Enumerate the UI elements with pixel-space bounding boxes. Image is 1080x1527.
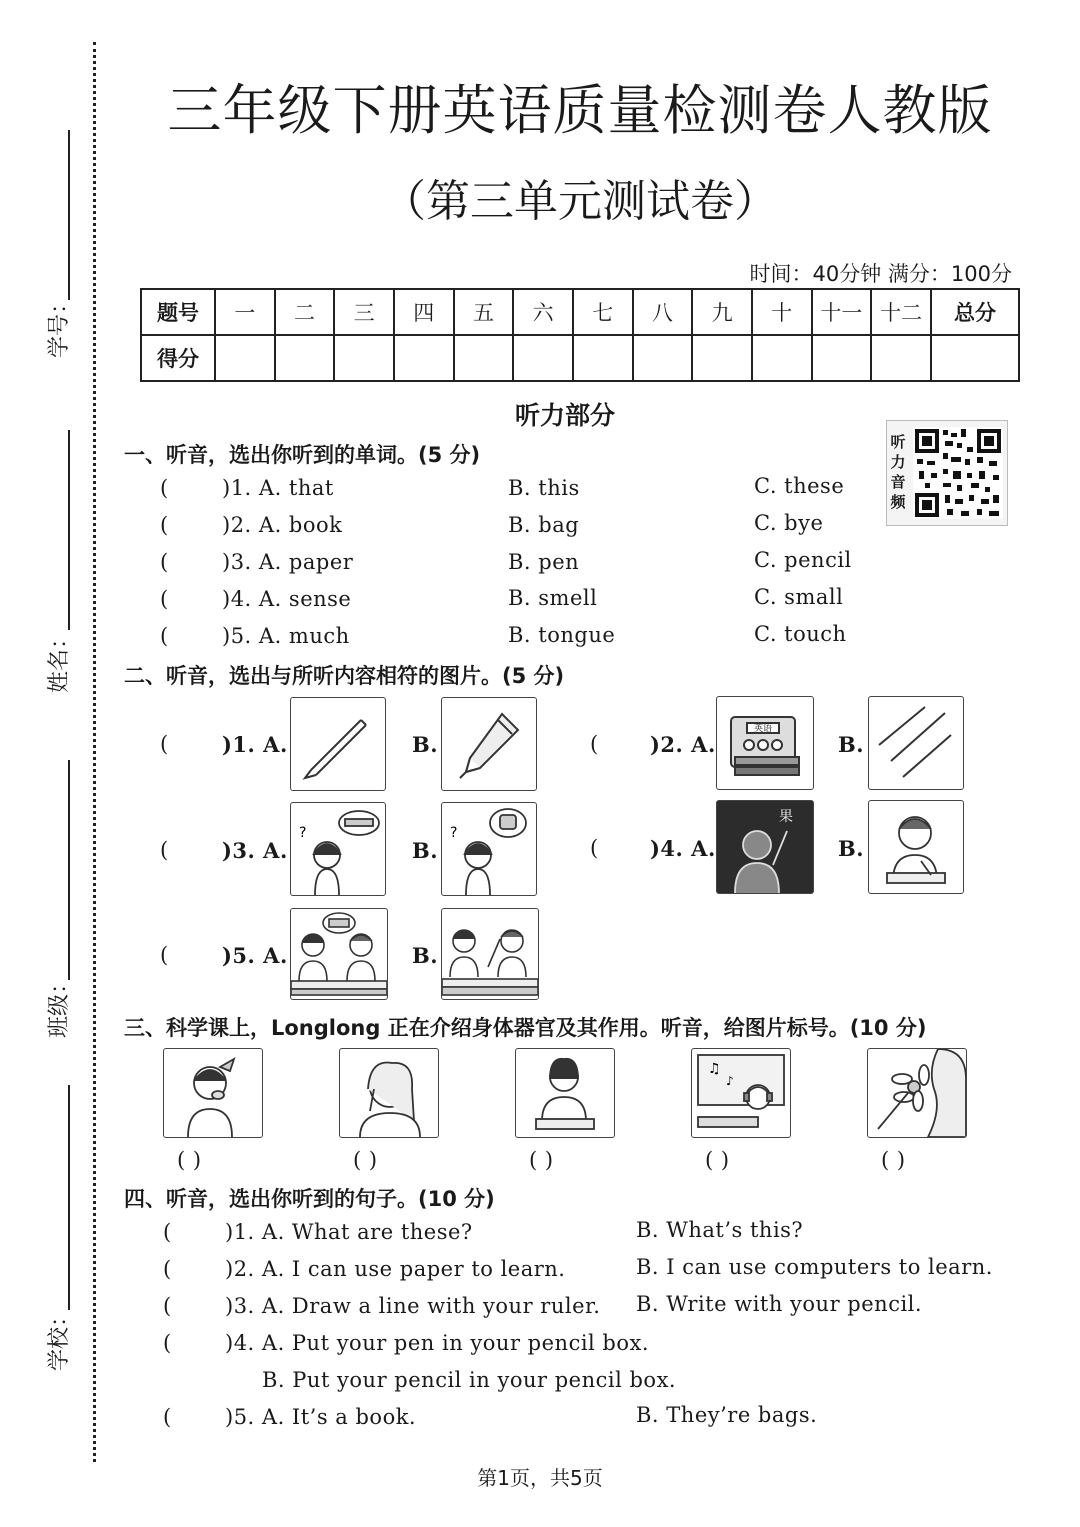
time-info: 时间：40分钟 满分：100分 xyxy=(749,262,1012,286)
s1-q3: )3. A. paper xyxy=(222,550,354,574)
s2-q2: )2. A. xyxy=(650,732,716,757)
score-cell[interactable] xyxy=(752,335,812,381)
s2-q1: )1. A. xyxy=(222,732,288,757)
table-header-cell: 十一 xyxy=(812,289,872,335)
s2-q4: )4. A. xyxy=(650,836,716,861)
section4-title: 四、听音，选出你听到的句子。(10 分) xyxy=(124,1187,495,1211)
s2-q2-a-books-image[interactable] xyxy=(716,696,814,790)
s3-answer-2[interactable]: ( ) xyxy=(353,1148,378,1172)
part-title: 听力部分 xyxy=(514,401,615,430)
s3-woman-ear-image[interactable] xyxy=(339,1048,439,1138)
score-cell[interactable] xyxy=(871,335,931,381)
table-header-cell: 二 xyxy=(275,289,335,335)
score-cell[interactable] xyxy=(275,335,335,381)
table-header-cell: 五 xyxy=(454,289,514,335)
s2-q3-b-label: B. xyxy=(412,838,439,863)
score-cell[interactable] xyxy=(931,335,1019,381)
s2-q1-b-label: B. xyxy=(412,732,439,757)
answer-bracket[interactable]: ( xyxy=(160,838,169,862)
student-id-line xyxy=(68,130,70,300)
svg-text:♪: ♪ xyxy=(726,1074,734,1088)
s1-q2: )2. A. book xyxy=(222,513,343,537)
score-table xyxy=(140,288,1020,382)
score-cell[interactable] xyxy=(454,335,514,381)
s2-q4-b-boy-writing-image[interactable] xyxy=(868,800,964,894)
s2-q1-b-pen-image[interactable] xyxy=(441,697,537,791)
table-row-label: 得分 xyxy=(141,335,215,381)
s4-q4-b: B. Put your pencil in your pencil box. xyxy=(262,1368,677,1392)
table-row xyxy=(141,289,1019,335)
s4-q2-b: B. I can use computers to learn. xyxy=(636,1255,993,1279)
s1-q3-b: B. pen xyxy=(508,550,580,574)
answer-bracket[interactable]: ( xyxy=(160,624,169,648)
score-cell[interactable] xyxy=(633,335,693,381)
class-label: 班级： xyxy=(47,971,72,1038)
s4-q5-a: )5. A. It’s a book. xyxy=(225,1405,417,1429)
s1-q2-b: B. bag xyxy=(508,513,580,537)
s1-q1: )1. A. that xyxy=(222,476,334,500)
cut-line xyxy=(93,42,96,1462)
s2-q1-a-pencil-image[interactable] xyxy=(290,697,386,791)
s1-q2-c: C. bye xyxy=(754,511,824,535)
s2-q5-b-kids-image[interactable] xyxy=(441,908,539,1000)
s3-answer-1[interactable]: ( ) xyxy=(177,1148,202,1172)
answer-bracket[interactable]: ( xyxy=(163,1220,172,1244)
s1-q1-b: B. this xyxy=(508,476,580,500)
s1-q1-c: C. these xyxy=(754,474,845,498)
s1-q5-c: C. touch xyxy=(754,622,847,646)
name-line xyxy=(68,430,70,630)
answer-bracket[interactable]: ( xyxy=(163,1294,172,1318)
answer-bracket[interactable]: ( xyxy=(590,836,599,860)
s3-girl-reading-image[interactable] xyxy=(515,1048,615,1138)
class-line xyxy=(68,760,70,980)
s4-q3-b: B. Write with your pencil. xyxy=(636,1292,923,1316)
table-header-cell: 十二 xyxy=(871,289,931,335)
answer-bracket[interactable]: ( xyxy=(160,513,169,537)
s2-q5-a-kids-image[interactable] xyxy=(290,908,388,1000)
school-label: 学校： xyxy=(47,1304,72,1371)
table-header-cell: 六 xyxy=(513,289,573,335)
s2-q4-b-label: B. xyxy=(838,836,865,861)
section2-title: 二、听音，选出与所听内容相符的图片。(5 分) xyxy=(124,664,565,688)
s3-smell-flower-image[interactable] xyxy=(867,1048,967,1138)
s1-q5-b: B. tongue xyxy=(508,623,616,647)
table-header-cell: 九 xyxy=(692,289,752,335)
svg-text:♫: ♫ xyxy=(708,1061,721,1077)
s1-q4-c: C. small xyxy=(754,585,844,609)
s2-q5-b-label: B. xyxy=(412,943,439,968)
s2-q2-b-pencils-image[interactable] xyxy=(868,696,964,790)
s1-q4-b: B. smell xyxy=(508,586,598,610)
svg-text:?: ? xyxy=(299,825,307,841)
s2-q4-a-blackboard-image[interactable] xyxy=(716,800,814,894)
table-row xyxy=(141,335,1019,381)
score-cell[interactable] xyxy=(215,335,275,381)
score-cell[interactable] xyxy=(334,335,394,381)
student-id-label: 学号： xyxy=(47,291,72,358)
s4-q1-a: )1. A. What are these? xyxy=(225,1220,473,1244)
table-header-cell: 十 xyxy=(752,289,812,335)
answer-bracket[interactable]: ( xyxy=(163,1405,172,1429)
table-header-cell: 三 xyxy=(334,289,394,335)
s2-q3-b-girl-bag-image[interactable] xyxy=(441,802,537,896)
s1-q3-c: C. pencil xyxy=(754,548,852,572)
s2-q3-a-girl-ruler-image[interactable] xyxy=(290,802,386,896)
s2-q5: )5. A. xyxy=(222,943,288,968)
s4-q4-a: )4. A. Put your pen in your pencil box. xyxy=(225,1331,650,1355)
svg-text:?: ? xyxy=(450,825,458,841)
s1-q5: )5. A. much xyxy=(222,624,350,648)
book-label: 英语 xyxy=(753,724,773,734)
s2-q3: )3. A. xyxy=(222,838,288,863)
page-title: 三年级下册英语质量检测卷人教版 xyxy=(167,79,993,142)
s3-girl-eating-image[interactable] xyxy=(163,1048,263,1138)
page-subtitle: （第三单元测试卷） xyxy=(382,176,778,227)
s4-q5-b: B. They’re bags. xyxy=(636,1403,818,1427)
board-char: 果 xyxy=(779,809,793,825)
answer-bracket[interactable]: ( xyxy=(163,1331,172,1355)
table-header-cell: 一 xyxy=(215,289,275,335)
section1-title: 一、听音，选出你听到的单词。(5 分) xyxy=(124,443,481,467)
school-line xyxy=(68,1085,70,1310)
table-header-cell: 七 xyxy=(573,289,633,335)
score-cell[interactable] xyxy=(394,335,454,381)
table-header-cell: 总分 xyxy=(931,289,1019,335)
table-header-cell: 四 xyxy=(394,289,454,335)
answer-bracket[interactable]: ( xyxy=(160,732,169,756)
answer-bracket[interactable]: ( xyxy=(163,1257,172,1281)
score-cell[interactable] xyxy=(573,335,633,381)
s3-boy-headphones-image[interactable] xyxy=(691,1048,791,1138)
s3-answer-3[interactable]: ( ) xyxy=(529,1148,554,1172)
s4-q3-a: )3. A. Draw a line with your ruler. xyxy=(225,1294,601,1318)
score-cell[interactable] xyxy=(513,335,573,381)
answer-bracket[interactable]: ( xyxy=(160,943,169,967)
s4-q1-b: B. What’s this? xyxy=(636,1218,804,1242)
answer-bracket[interactable]: ( xyxy=(160,550,169,574)
score-cell[interactable] xyxy=(692,335,752,381)
answer-bracket[interactable]: ( xyxy=(160,587,169,611)
table-header-cell: 题号 xyxy=(141,289,215,335)
answer-bracket[interactable]: ( xyxy=(590,732,599,756)
s4-q2-a: )2. A. I can use paper to learn. xyxy=(225,1257,566,1281)
name-label: 姓名： xyxy=(47,626,72,693)
s2-q2-b-label: B. xyxy=(838,732,865,757)
s3-answer-5[interactable]: ( ) xyxy=(881,1148,906,1172)
page-footer: 第1页，共5页 xyxy=(477,1466,603,1490)
s3-answer-4[interactable]: ( ) xyxy=(705,1148,730,1172)
table-header-cell: 八 xyxy=(633,289,693,335)
section3-title: 三、科学课上，Longlong 正在介绍身体器官及其作用。听音，给图片标号。(10 分) xyxy=(124,1016,927,1040)
qr-label: 听力音频 xyxy=(890,433,906,511)
s1-q4: )4. A. sense xyxy=(222,587,352,611)
score-cell[interactable] xyxy=(812,335,872,381)
answer-bracket[interactable]: ( xyxy=(160,476,169,500)
